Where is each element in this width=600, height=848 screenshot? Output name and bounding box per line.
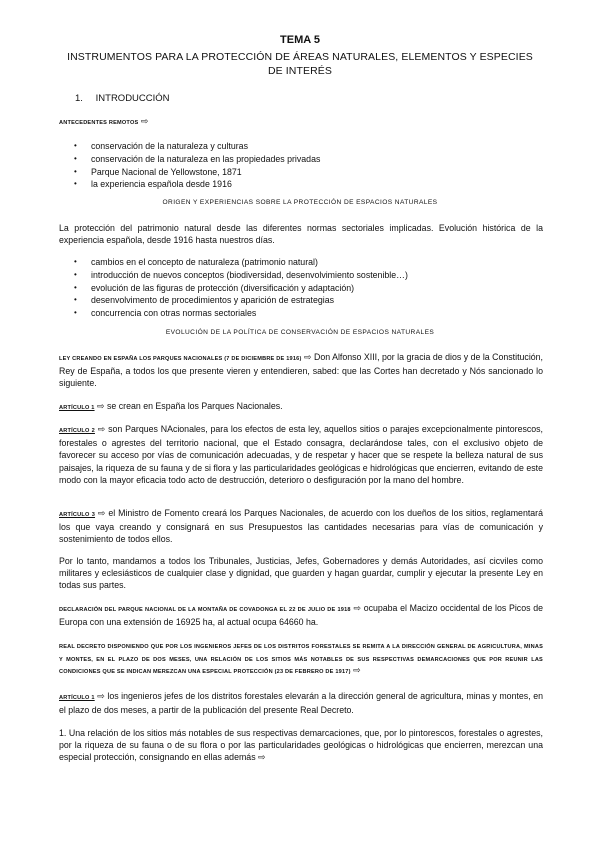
ley-paragraph [59, 351, 543, 390]
origen-paragraph: La protección del patrimonio natural desde las diferentes normas sectoriales implicadas. Evolución histórica de la experiencia española, desde 1916 hasta nuestros días. [59, 223, 543, 246]
arrow-icon: ⇨ [97, 691, 105, 701]
articulo-2-paragraph [59, 423, 543, 486]
arrow-icon: ⇨ [97, 424, 106, 434]
list-item: • la experiencia española desde 1916 [72, 178, 320, 191]
final-text: 1. Una relación de los sitios más notables de sus respectivas demarcaciones, que, por lo pintorescos, forestales o agrestes, por la riqueza de su fauna o de su flora o por las particularidades geológicas o hidrológicas que encierren, merezcan una especial protección, consignando en ellas además [59, 728, 543, 763]
tema-title: TEMA 5 [280, 34, 320, 46]
ley-text: Don Alfonso XIII, por la gracia de dios y de la Constitución, Rey de España, a todos los que presente vieren y entendieren, sabed: que las Cortes han decretado y Nós sancionado lo siguiente. [59, 352, 543, 389]
intro-heading-number: 1. [75, 93, 83, 104]
real-decreto-label: REAL DECRETO DISPONIENDO QUE POR LOS INGENIEROS JEFES DE LOS DISTRITOS FORESTALES SE REMITA A LA DIRECCIÓN GENERAL DE AGRICULTURA, MINAS Y MONTES, EN EL PLAZO DE DOS MESES, UNA RELACIÓN DE LOS SITIOS MÁS NOTABLES DE SUS RESPECTIVAS DEMARCACIONES QUE POR REUNIR LAS CONDICIONES QUE SE INDICAN MEREZCAN UNA ESPECIAL PROTECCIÓN (23 DE FEBRERO DE 1917) [59, 644, 543, 675]
articulo-3-text: el Ministro de Fomento creará los Parques Nacionales, de acuerdo con los dueños de los sitios, reglamentará los que vaya creando y consignará en sus Presupuestos las cantidades necesarias para vías de comunicación y sostenimiento de todos ellos. [59, 508, 543, 545]
articulo-3-label: ARTÍCULO 3 [59, 512, 96, 518]
arrow-icon: ⇨ [97, 508, 106, 518]
real-decreto-paragraph [59, 640, 543, 678]
arrow-icon: ⇨ [140, 116, 149, 126]
list-item: • cambios en el concepto de naturaleza (patrimonio natural) [72, 256, 408, 269]
list-item: • desenvolvimento de procedimientos y aparición de estrategias [72, 294, 408, 307]
articulo-1-text: se crean en España los Parques Nacionales. [107, 401, 283, 411]
origen-heading: ORIGEN Y EXPERIENCIAS SOBRE LA PROTECCIÓN DE ESPACIOS NATURALES [162, 199, 438, 206]
covadonga-text: ocupaba el Macizo occidental de los Picos de Europa con una extensión de 16925 ha, al actual ocupa 64660 ha. [59, 603, 543, 628]
articulo-2-label: ARTÍCULO 2 [59, 428, 95, 434]
rd-articulo-1-paragraph [59, 690, 543, 716]
list-item: • introducción de nuevos conceptos (biodiversidad, desenvolvimiento sostenible…) [72, 269, 408, 282]
list-item: • Parque Nacional de Yellowstone, 1871 [72, 166, 320, 179]
arrow-icon: ⇨ [258, 752, 266, 763]
list-item: • concurrencia con otras normas sectoriales [72, 307, 408, 320]
evolucion-heading: EVOLUCIÓN DE LA POLÍTICA DE CONSERVACIÓN DE ESPACIOS NATURALES [165, 329, 435, 336]
covadonga-paragraph [59, 602, 543, 628]
articulo-3-paragraph [59, 507, 543, 546]
intro-heading-text: INTRODUCCIÓN [95, 93, 170, 104]
articulo-1-label: ARTÍCULO 1 [59, 405, 95, 411]
ley-label: LEY CREANDO EN ESPAÑA LOS PARQUES NACIONALES (7 DE DICIEMBRE DE 1916) [59, 356, 302, 362]
final-paragraph [59, 727, 543, 764]
articulo-2-text: son Parques NAcionales, para los efectos de esta ley, aquellos sitios o parajes excepcionalmente pintorescos, forestales o agrestes del territorio nacional, que el Estado consagra, declarándose tales, con el exclusivo objeto de favorecer su acceso por vías de comunicación adecuadas, y de respetar y hacer que se respete la belleza natural de sus paisajes, la riqueza de su fauna y de si flora y las particularidades geológicas e hidrológicas que encierren, evitando de este modo con la mayor eficacia todo acto de destrucción, deterioro o desfiguración por la mano del hombre. [59, 424, 543, 485]
articulo-1-paragraph [59, 400, 543, 414]
list-item: • evolución de las figuras de protección (diversificación y adaptación) [72, 282, 408, 295]
arrow-icon: ⇨ [303, 352, 312, 362]
rd-articulo-1-label: ARTÍCULO 1 [59, 695, 95, 701]
document-subtitle: INSTRUMENTOS PARA LA PROTECCIÓN DE ÁREAS NATURALES, ELEMENTOS Y ESPECIES DE INTERÉS [67, 51, 533, 77]
covadonga-label: DECLARACIÓN DEL PARQUE NACIONAL DE LA MONTAÑA DE COVADONGA EL 22 DE JULIO DE 1918 [59, 607, 351, 613]
antecedentes-list [72, 140, 320, 191]
antecedentes-label: ANTECEDENTES REMOTOS [59, 120, 139, 126]
mandamos-paragraph: Por lo tanto, mandamos a todos los Tribunales, Justicias, Jefes, Gobernadores y demás Autoridades, así cicviles como militares y eclesiásticos de cualquier clase y dignidad, que guarden y hagan guardar, cumplir y ejecutar la presente Ley en todas sus partes. [59, 556, 543, 591]
antecedentes-line [59, 115, 543, 129]
arrow-icon: ⇨ [353, 603, 361, 613]
arrow-icon: ⇨ [353, 665, 361, 675]
intro-heading [75, 93, 170, 104]
list-item: • conservación de la naturaleza y culturas [72, 140, 320, 153]
arrow-icon: ⇨ [97, 401, 105, 411]
rd-articulo-1-text: los ingenieros jefes de los distritos forestales elevarán a la dirección general de agricultura, minas y montes, en el plazo de dos meses, a partir de la publicación del presente Real Decreto. [59, 691, 543, 716]
list-item: • conservación de la naturaleza en las propiedades privadas [72, 153, 320, 166]
origen-list [72, 256, 408, 320]
